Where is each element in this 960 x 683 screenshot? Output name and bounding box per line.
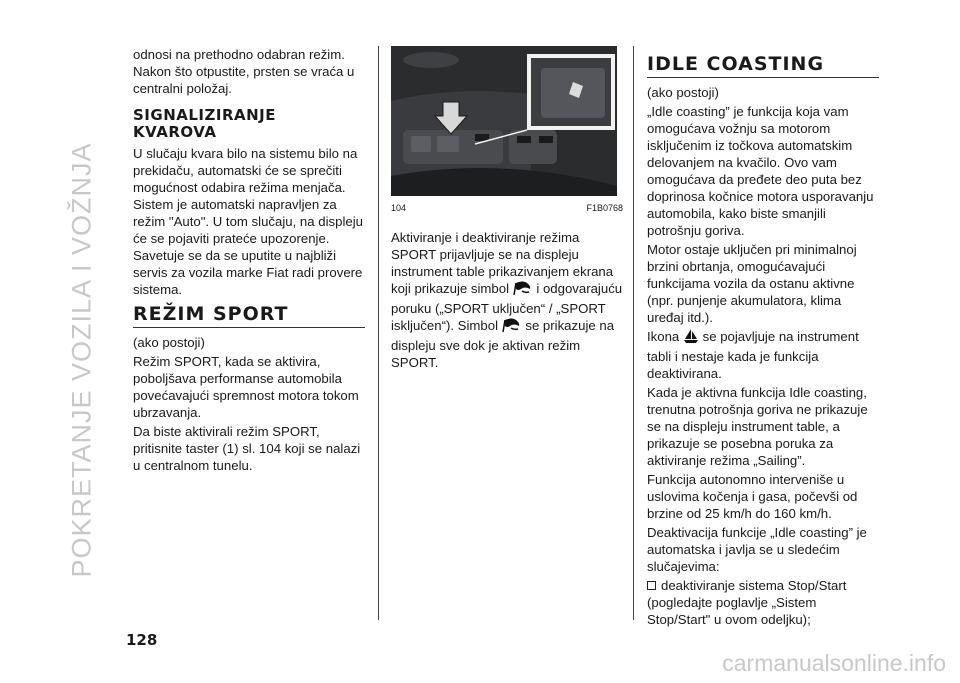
text-segment: deaktiviranje sistema Stop/Start (pogledajte poglavlje „Sistem Stop/Start" u ovom odeljku); bbox=[647, 578, 847, 627]
text-segment: Aktiviranje i deaktiviranje režima SPORT prijavljuje se na displeju instrument table prikazivanjem ekrana koji prikazuje simbol bbox=[391, 230, 614, 296]
bullet-item bbox=[647, 577, 879, 628]
heading-signalizing-faults: SIGNALIZIRANJE KVAROVA bbox=[133, 106, 276, 141]
paragraph: Deaktivacija funkcije „Idle coasting” je automatska i javlja se u sledećim slučajevima: bbox=[647, 525, 867, 574]
paragraph: U slučaju kvara bilo na sistemu bilo na prekidaču, automatski će se sprečiti mogućnost odabira režima menjača. Sistem je automatski napravljen za režim "Auto". U tom slučaju, na displeju će se pojaviti prateće upozorenje. Savetuje se da se uputite u najbliži servis za vozila marke Fiat radi provere sistema. bbox=[133, 146, 363, 297]
text-segment: se prikazuje na displeju sve dok je aktivan režim SPORT. bbox=[391, 318, 615, 370]
paragraph: „Idle coasting” je funkcija koja vam omogućava vožnju sa motorom isključenim iz točkova automatskim delovanjem na kvačilo. Ovo vam omogućava da pređete deo puta bez doprinosa kočnice motora usporavanju automobila, kako biste smanjili potrošnju goriva. bbox=[647, 104, 874, 238]
paragraph bbox=[391, 229, 623, 371]
page-number: 128 bbox=[126, 631, 158, 649]
paragraph: (ako postoji) bbox=[647, 85, 719, 100]
paragraph: Kada je aktivna funkcija Idle coasting, trenutna potrošnja goriva ne prikazuje se na displeju instrument table, a prikazuje se posebna poruka za aktiviranje režima „Sailing”. bbox=[647, 385, 868, 468]
center-console-illustration bbox=[391, 46, 617, 196]
bullet-square-icon bbox=[647, 581, 656, 590]
column-divider bbox=[633, 46, 634, 620]
heading-sport-mode: REŽIM SPORT bbox=[133, 306, 365, 328]
sailing-icon bbox=[683, 328, 699, 348]
text-segment: se pojavljuje na instrument tabli i nestaje kada je funkcija deaktivirana. bbox=[647, 329, 859, 381]
figure-number: 104 bbox=[391, 203, 407, 213]
column-2 bbox=[391, 46, 623, 373]
figure-104-photo bbox=[391, 46, 617, 196]
column-1 bbox=[133, 46, 365, 476]
paragraph: odnosi na prethodno odabran režim. Nakon što otpustite, prsten se vraća u centralni položaj. bbox=[133, 47, 355, 96]
sport-flag-icon bbox=[513, 280, 533, 300]
watermark: carmanualsonline.info bbox=[722, 650, 946, 676]
text-segment: Ikona bbox=[647, 329, 680, 344]
column-divider bbox=[378, 46, 379, 620]
paragraph bbox=[647, 328, 879, 382]
chapter-side-title: POKRETANJE VOZILA I VOŽNJA bbox=[66, 142, 97, 578]
figure-caption bbox=[391, 200, 623, 217]
paragraph: Režim SPORT, kada se aktivira, poboljšava performanse automobila povećavajući spremnost motora tokom ubrzavanja. bbox=[133, 354, 359, 420]
text-segment: i odgovarajuću poruku („SPORT uključen“ / „SPORT isključen“). Simbol bbox=[391, 281, 623, 333]
heading-idle-coasting: IDLE COASTING bbox=[647, 56, 879, 78]
sport-flag-icon bbox=[502, 317, 522, 337]
column-3 bbox=[647, 46, 879, 630]
paragraph: Da biste aktivirali režim SPORT, pritisnite taster (1) sl. 104 koji se nalazi u centralnom tunelu. bbox=[133, 424, 361, 473]
paragraph: Motor ostaje uključen pri minimalnoj brzini obrtanja, omogućavajući funkcijama vozila da ostanu aktivne (npr. punjenje akumulatora, klima uređaj itd.). bbox=[647, 242, 857, 325]
paragraph: (ako postoji) bbox=[133, 335, 205, 350]
figure-code: F1B0768 bbox=[586, 203, 623, 213]
paragraph: Funkcija autonomno interveniše u uslovima kočenja i gasa, počevši od brzine od 25 km/h do 160 km/h. bbox=[647, 472, 858, 521]
